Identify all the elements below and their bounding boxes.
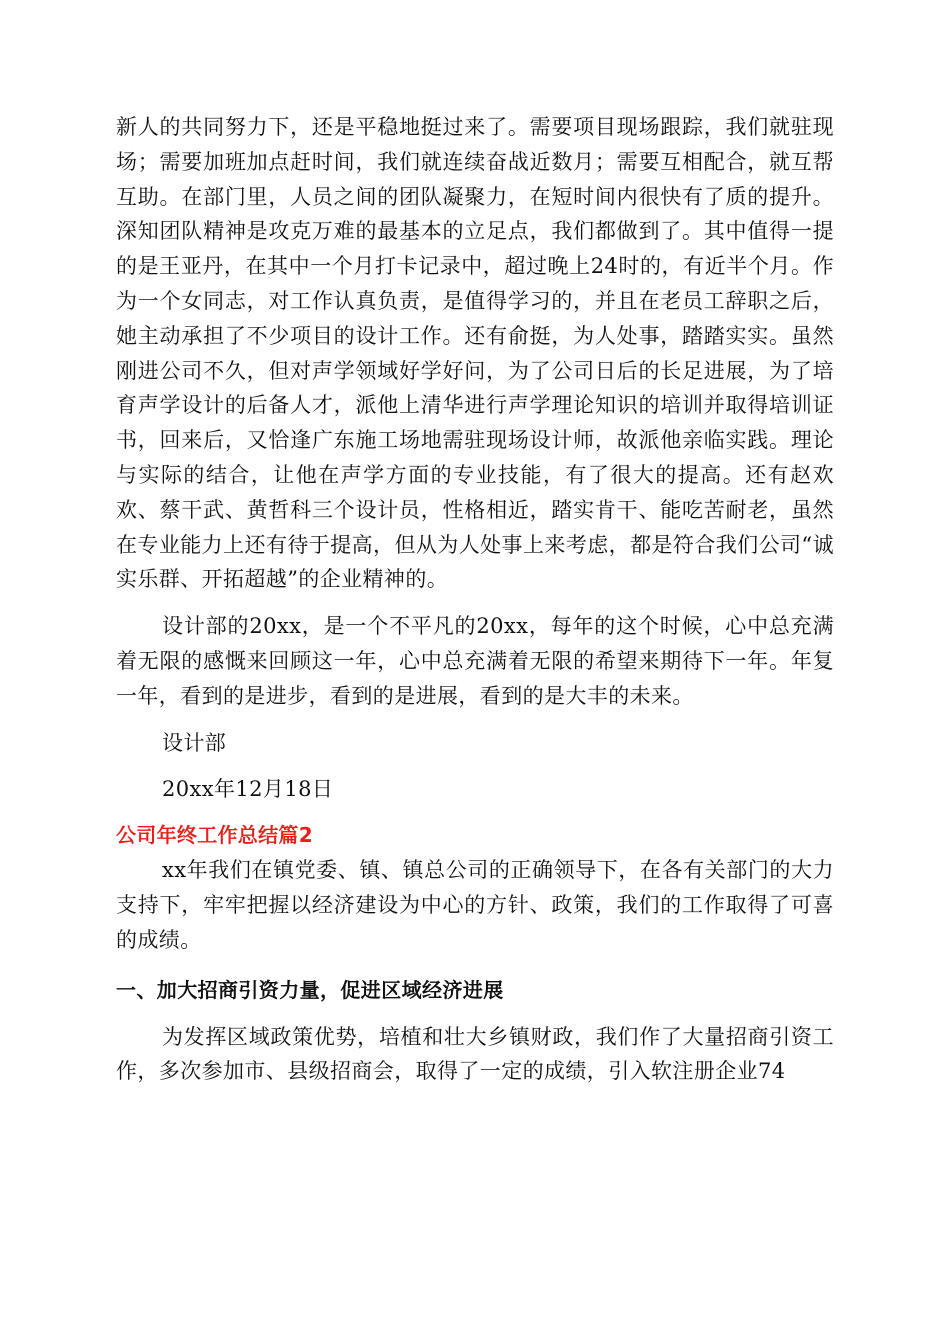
signature-department: 设计部 xyxy=(162,730,227,755)
document-body xyxy=(116,110,834,1089)
body-paragraph-intro: xx年我们在镇党委、镇、镇总公司的正确领导下，在各有关部门的大力支持下，牢牢把握以经济建设为中心的方针、政策，我们的工作取得了可喜的成绩。 xyxy=(116,858,834,952)
body-paragraph-team-effort: 新人的共同努力下，还是平稳地挺过来了。需要项目现场跟踪，我们就驻现场；需要加班加点赶时间，我们就连续奋战近数月；需要互相配合，就互帮互助。在部门里，人员之间的团队凝聚力，在短时间内很快有了质的提升。深知团队精神是攻克万难的最基本的立足点，我们都做到了。其中值得一提的是王亚丹，在其中一个月打卡记录中，超过晚上24时的，有近半个月。作为一个女同志，对工作认真负责，是值得学习的，并且在老员工辞职之后，她主动承担了不少项目的设计工作。还有俞挺，为人处事，踏踏实实。虽然刚进公司不久，但对声学领域好学好问，为了公司日后的长足进展，为了培育声学设计的后备人才，派他上清华进行声学理论知识的培训并取得培训证书，回来后，又恰逢广东施工场地需驻现场设计师，故派他亲临实践。理论与实际的结合，让他在声学方面的专业技能，有了很大的提高。还有赵欢欢、蔡干武、黄哲科三个设计员，性格相近，踏实肯干、能吃苦耐老，虽然在专业能力上还有待于提高，但从为人处事上来考虑，都是符合我们公司“诚实乐群、开拓超越”的企业精神的。 xyxy=(116,115,834,592)
body-paragraph-investment: 为发挥区域政策优势，培植和壮大乡镇财政，我们作了大量招商引资工作，多次参加市、县级招商会，取得了一定的成绩，引入软注册企业74 xyxy=(116,1024,834,1084)
body-paragraph-year-review: 设计部的20xx，是一个不平凡的20xx，每年的这个时候，心中总充满着无限的感慨来回顾这一年，心中总充满着无限的希望来期待下一年。年复一年，看到的是进步，看到的是进展，看到的是大丰的未来。 xyxy=(116,614,834,708)
signature-date: 20xx年12月18日 xyxy=(162,777,334,802)
subheading-investment: 一、加大招商引资力量，促进区域经济进展 xyxy=(116,977,504,1002)
section-title: 公司年终工作总结篇2 xyxy=(116,823,313,848)
